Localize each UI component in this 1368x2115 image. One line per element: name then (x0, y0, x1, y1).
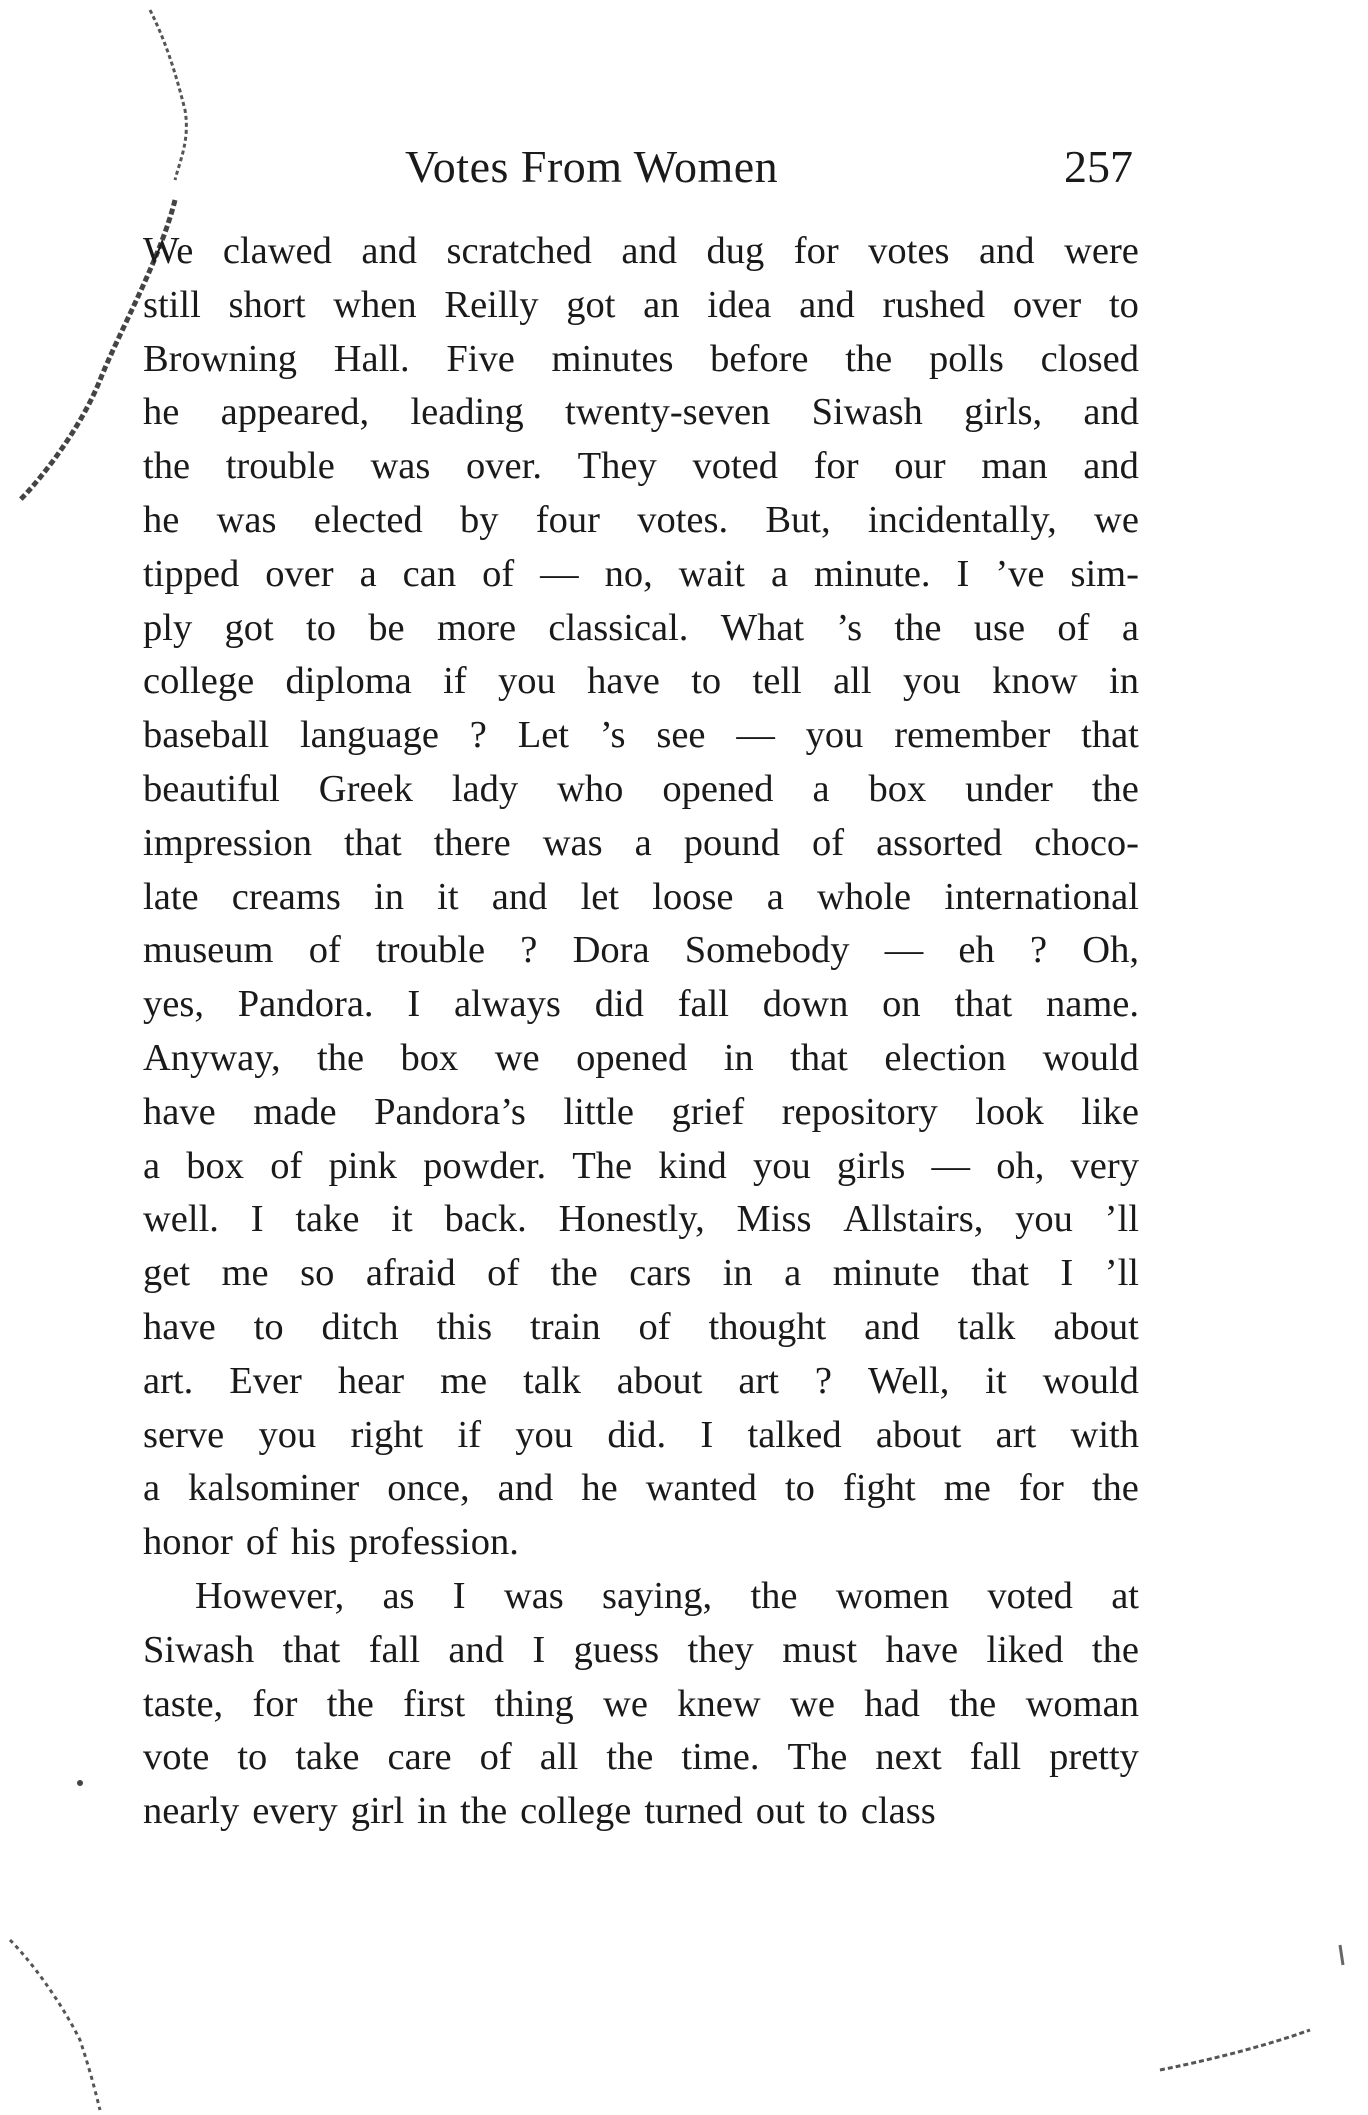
text-line: college diploma if you have to tell all you know in (143, 660, 1139, 703)
text-line: We clawed and scratched and dug for votes and were (143, 230, 1139, 272)
text-line: taste, for the first thing we knew we had the woman (143, 1682, 1139, 1725)
text-line: yes, Pandora. I always did fall down on that name. (143, 983, 1139, 1026)
text-line: still short when Reilly got an idea and rushed over to (143, 283, 1139, 326)
running-title: Votes From Women (405, 141, 779, 192)
text-line: serve you right if you did. I talked about art with (143, 1413, 1139, 1456)
text-line: a kalsominer once, and he wanted to fight me for the (143, 1467, 1139, 1510)
body-text (143, 225, 1139, 1839)
text-line: late creams in it and let loose a whole international (143, 875, 1139, 918)
text-line: vote to take care of all the time. The next fall pretty (143, 1736, 1139, 1779)
page-number: 257 (1064, 141, 1133, 192)
text-line: nearly every girl in the college turned out to class (143, 1790, 936, 1833)
text-line: well. I take it back. Honestly, Miss Allstairs, you ’ll (143, 1198, 1139, 1241)
text-line: Siwash that fall and I guess they must have liked the (143, 1628, 1139, 1671)
text-line: museum of trouble ? Dora Somebody — eh ? Oh, (143, 929, 1139, 972)
text-line: beautiful Greek lady who opened a box under the (143, 767, 1139, 810)
text-line: get me so afraid of the cars in a minute that I ’ll (143, 1252, 1139, 1295)
text-line: ply got to be more classical. What ’s the use of a (143, 606, 1139, 649)
text-line: art. Ever hear me talk about art ? Well, it would (143, 1359, 1139, 1402)
text-line: tipped over a can of — no, wait a minute. I ’ve sim- (143, 552, 1139, 595)
text-line: the trouble was over. They voted for our man and (143, 445, 1139, 488)
text-line: have made Pandora’s little grief repository look like (143, 1090, 1139, 1133)
text-line: Anyway, the box we opened in that election would (143, 1036, 1139, 1079)
text-line: have to ditch this train of thought and talk about (143, 1305, 1139, 1348)
text-line: However, as I was saying, the women voted at (195, 1574, 1139, 1617)
text-line: he was elected by four votes. But, incidentally, we (143, 498, 1139, 541)
text-line: a box of pink powder. The kind you girls — oh, very (143, 1144, 1139, 1187)
paragraph (143, 1570, 1139, 1839)
paragraph (143, 225, 1139, 1570)
text-line: baseball language ? Let ’s see — you remember that (143, 714, 1139, 757)
text-line: Browning Hall. Five minutes before the polls closed (143, 337, 1139, 380)
text-line: impression that there was a pound of assorted choco- (143, 821, 1139, 864)
running-header (405, 140, 1133, 204)
text-line: he appeared, leading twenty-seven Siwash girls, and (143, 391, 1139, 434)
text-line: honor of his profession. (143, 1521, 519, 1564)
